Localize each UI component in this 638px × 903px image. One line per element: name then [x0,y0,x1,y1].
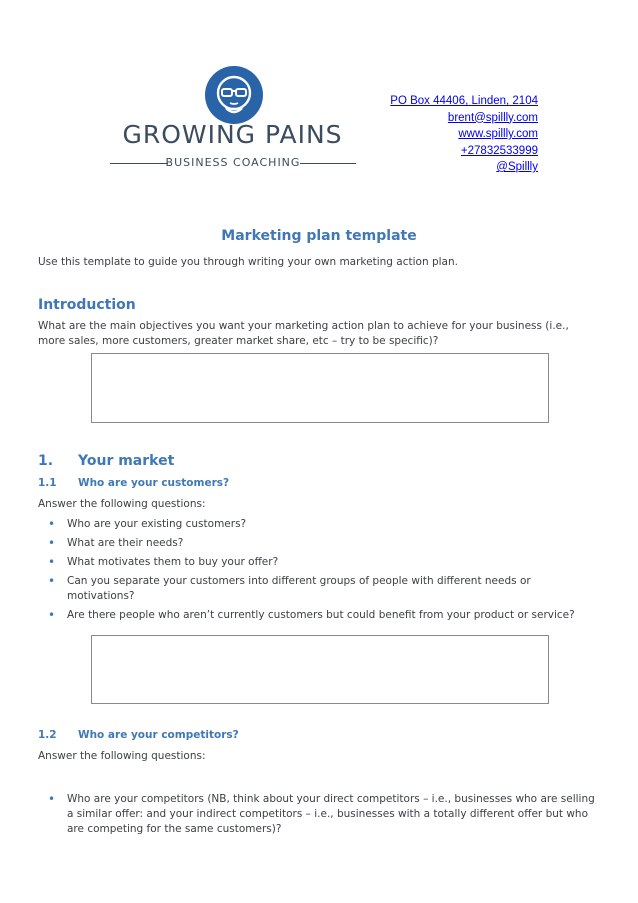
bullet-icon: • [48,574,56,588]
subsection-1-1-prompt: Answer the following questions: [38,498,206,510]
brand-tagline-group [110,156,356,170]
customer-questions-list [38,517,593,627]
bullet-icon: • [48,792,56,806]
logo-emblem [205,66,263,124]
contact-website-link[interactable]: www.spillly.com [458,128,538,140]
brand-tagline: BUSINESS COACHING [165,156,301,169]
subsection-1-2-heading: Who are your competitors? [78,729,239,741]
introduction-heading: Introduction [38,297,136,313]
list-item: • Are there people who aren’t currently customers but could benefit from your product or service? [48,608,575,622]
list-item: • What motivates them to buy your offer? [48,555,279,569]
brand-name: GROWING PAINS [122,120,343,149]
document-title: Marketing plan template [221,228,417,244]
contact-phone-link[interactable]: +27832533999 [460,144,538,157]
list-item: • Can you separate your customers into different groups of people with different needs or motivations? [48,574,531,602]
contact-handle-link[interactable]: @Spillly [496,161,538,173]
introduction-answer-box[interactable] [91,353,549,423]
coach-face-icon [205,66,263,124]
list-item: • What are their needs? [48,536,184,550]
document-intro-line: Use this template to guide you through writing your own marketing action plan. [38,256,458,268]
customers-answer-box[interactable] [91,635,549,704]
section-1-number: 1. [38,453,54,469]
bullet-icon: • [48,608,56,622]
subsection-1-2-number: 1.2 [38,729,57,741]
list-item: • Who are your existing customers? [48,517,247,531]
subsection-1-1-heading: Who are your customers? [78,477,230,489]
bullet-icon: • [48,517,56,531]
contact-block [390,93,538,176]
subsection-1-2-prompt: Answer the following questions: [38,750,206,762]
section-1-heading: Your market [78,453,175,469]
introduction-question: What are the main objectives you want your marketing action plan to achieve for your business (i.e., more sales, more customers, greater market share, etc – try to be specific)? [38,320,569,347]
bullet-icon: • [48,555,56,569]
subsection-1-1-number: 1.1 [38,477,57,489]
competitor-questions-list [38,792,598,841]
list-item: • Who are your competitors (NB, think about your direct competitors – i.e., businesses who are selling a similar offer: and your indirect competitors – i.e., businesses with a totally different offer but who are competing for the same customers)? [48,792,595,835]
bullet-icon: • [48,536,56,550]
contact-address: PO Box 44406, Linden, 2104 [390,95,538,107]
contact-email-link[interactable]: brent@spillly.com [447,111,538,124]
